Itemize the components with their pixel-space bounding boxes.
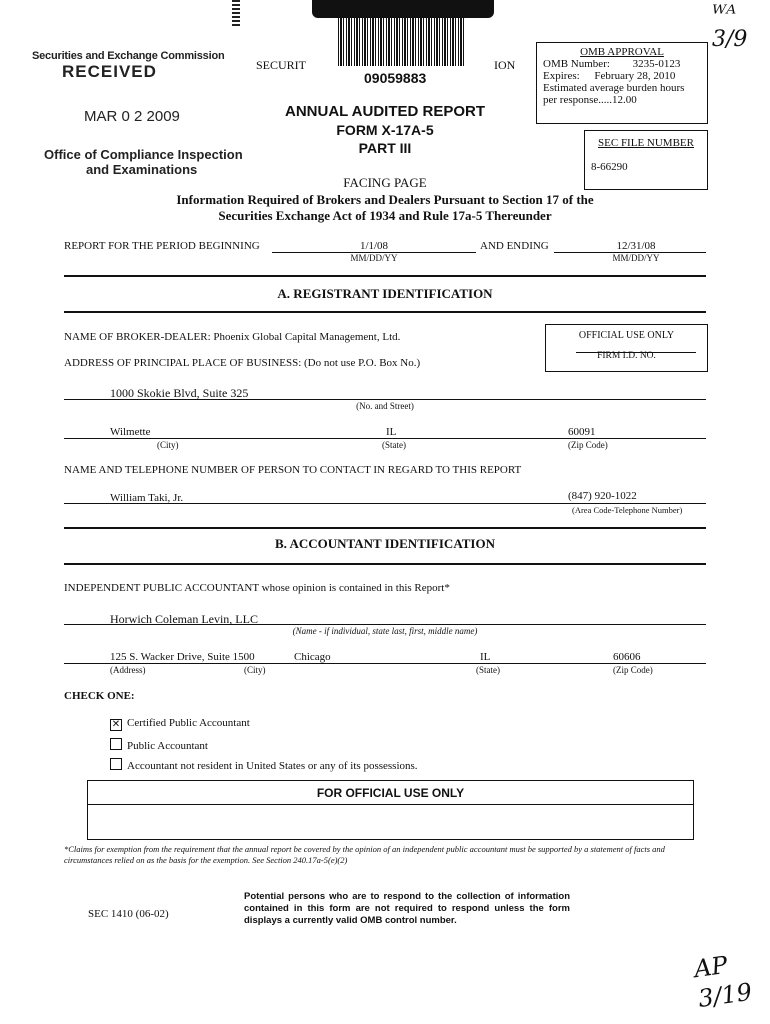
section-a-title: A. REGISTRANT IDENTIFICATION — [277, 286, 493, 301]
period-end-format: MM/DD/YY — [612, 253, 660, 263]
check-one-label: CHECK ONE: — [64, 690, 135, 702]
checkbox-icon[interactable] — [110, 758, 122, 770]
stamp-line-3: Office of Compliance Inspection — [44, 147, 243, 162]
street-caption: (No. and Street) — [356, 401, 414, 411]
option-certified[interactable] — [110, 717, 250, 731]
omb-notice: Potential persons who are to respond to the collection of information contained in this form are not required to respond unless the form displays a currently valid OMB control number. — [244, 891, 570, 926]
handwritten-initials-top: ᵂᴬ 3/9 — [712, 2, 748, 52]
form-title: FORM X-17A-5 — [336, 122, 434, 138]
contact-label: NAME AND TELEPHONE NUMBER OF PERSON TO CONTACT IN REGARD TO THIS REPORT — [64, 464, 522, 476]
stamp-line-1: Securities and Exchange Commission — [32, 50, 225, 62]
info-line-2: Securities Exchange Act of 1934 and Rule 17a-5 Thereunder — [218, 208, 552, 223]
option-public[interactable] — [110, 738, 208, 752]
official-use-label: OFFICIAL USE ONLY — [578, 330, 675, 341]
section-a-top-rule — [64, 275, 706, 277]
section-b-bottom-rule — [64, 563, 706, 565]
form-line-right: ION — [494, 58, 516, 72]
omb-burden-2: per response.....12.00 — [543, 94, 637, 106]
option-certified-label: Certified Public Accountant — [127, 717, 250, 729]
official-use-box — [545, 324, 708, 372]
accountant-label: INDEPENDENT PUBLIC ACCOUNTANT whose opinion is contained in this Report* — [64, 582, 450, 594]
staple-mark — [232, 0, 240, 26]
accountant-state-caption: (State) — [476, 665, 500, 675]
state-caption: (State) — [382, 440, 406, 450]
accountant-line — [64, 624, 706, 625]
part-title: PART III — [358, 140, 412, 156]
broker-dealer-row — [64, 331, 400, 343]
checked-box-icon[interactable]: ✕ — [111, 719, 121, 730]
report-title: ANNUAL AUDITED REPORT — [284, 103, 485, 120]
option-nonresident[interactable] — [110, 758, 418, 772]
for-official-use-rule — [88, 804, 693, 805]
official-use-line — [576, 352, 696, 353]
period-begin-format: MM/DD/YY — [350, 253, 398, 263]
period-begin-value: 1/1/08 — [359, 240, 389, 252]
for-official-use-title: FOR OFFICIAL USE ONLY — [316, 786, 465, 800]
scan-bar — [312, 0, 494, 18]
accountant-zip-value: 60606 — [613, 651, 641, 663]
omb-approval-box — [536, 42, 708, 124]
city-caption: (City) — [157, 440, 179, 450]
section-b-title: B. ACCOUNTANT IDENTIFICATION — [275, 536, 495, 551]
option-public-label: Public Accountant — [127, 740, 208, 752]
period-end-label: AND ENDING — [480, 240, 549, 252]
section-b-top-rule — [64, 527, 706, 529]
street-value: 1000 Skokie Blvd, Suite 325 — [110, 386, 249, 400]
accountant-address-line — [64, 663, 706, 664]
footnote: *Claims for exemption from the requirement that the annual report be covered by the opinion of an independent public accountant must be supported by a statement of facts and circumstances relied on as the basis for the exemption. See Section 240.17a-5(e)(2) — [64, 844, 665, 865]
accountant-value: Horwich Coleman Levin, LLC — [110, 612, 258, 626]
barcode — [338, 18, 466, 66]
accountant-state-value: IL — [480, 651, 491, 663]
omb-expires-label: Expires: — [543, 70, 580, 82]
business-address-label: ADDRESS OF PRINCIPAL PLACE OF BUSINESS: (Do not use P.O. Box No.) — [64, 357, 421, 369]
omb-title: OMB APPROVAL — [580, 46, 664, 58]
omb-number-label: OMB Number: — [543, 58, 610, 70]
period-begin-label: REPORT FOR THE PERIOD BEGINNING — [64, 240, 260, 252]
sec-file-box — [584, 130, 708, 190]
omb-number-value: 3235-0123 — [632, 58, 681, 70]
city-value: Wilmette — [110, 426, 151, 438]
street-line — [64, 399, 706, 400]
contact-line — [64, 503, 706, 504]
zip-caption: (Zip Code) — [568, 440, 608, 450]
stamp-line-2: RECEIVED — [62, 62, 157, 81]
barcode-number: 09059883 — [364, 70, 427, 86]
omb-number-row — [537, 58, 707, 70]
sec-file-value: 8-66290 — [591, 161, 628, 173]
omb-expires-value: February 28, 2010 — [594, 70, 676, 82]
accountant-city-value: Chicago — [294, 651, 331, 663]
accountant-zip-caption: (Zip Code) — [613, 665, 653, 675]
omb-expires-row — [537, 70, 707, 82]
broker-dealer-value: Phoenix Global Capital Management, Ltd. — [213, 331, 401, 343]
state-value: IL — [386, 426, 397, 438]
stamp-date: MAR 0 2 2009 — [84, 108, 180, 125]
firm-id-label: FIRM I.D. NO. — [597, 351, 656, 361]
accountant-city-caption: (City) — [244, 665, 266, 675]
form-code: SEC 1410 (06-02) — [88, 908, 169, 920]
option-nonresident-label: Accountant not resident in United States or any of its possessions. — [127, 760, 418, 772]
broker-dealer-label: NAME OF BROKER-DEALER: — [64, 331, 211, 343]
accountant-name-caption: (Name - if individual, state last, first, middle name) — [292, 626, 478, 636]
facing-page: FACING PAGE — [343, 175, 427, 190]
for-official-use-box — [87, 780, 694, 840]
sec-file-label: SEC FILE NUMBER — [598, 137, 694, 149]
city-line — [64, 438, 706, 439]
period-end-value: 12/31/08 — [616, 240, 656, 252]
received-stamp — [32, 50, 243, 177]
zip-value: 60091 — [568, 426, 596, 438]
section-a-bottom-rule — [64, 311, 706, 313]
accountant-address-value: 125 S. Wacker Drive, Suite 1500 — [110, 651, 255, 663]
form-line-left: SECURIT — [256, 58, 307, 72]
checkbox-icon[interactable] — [110, 738, 122, 750]
accountant-address-caption: (Address) — [110, 665, 146, 675]
contact-phone: (847) 920-1022 — [568, 490, 637, 502]
omb-burden-1: Estimated average burden hours — [543, 82, 685, 94]
phone-caption: (Area Code-Telephone Number) — [572, 505, 683, 515]
handwritten-initials-bottom: AP 3/19 — [692, 950, 754, 1013]
info-line-1: Information Required of Brokers and Dealers Pursuant to Section 17 of the — [176, 192, 594, 207]
stamp-line-4: and Examinations — [86, 162, 198, 177]
contact-name: William Taki, Jr. — [110, 492, 184, 504]
